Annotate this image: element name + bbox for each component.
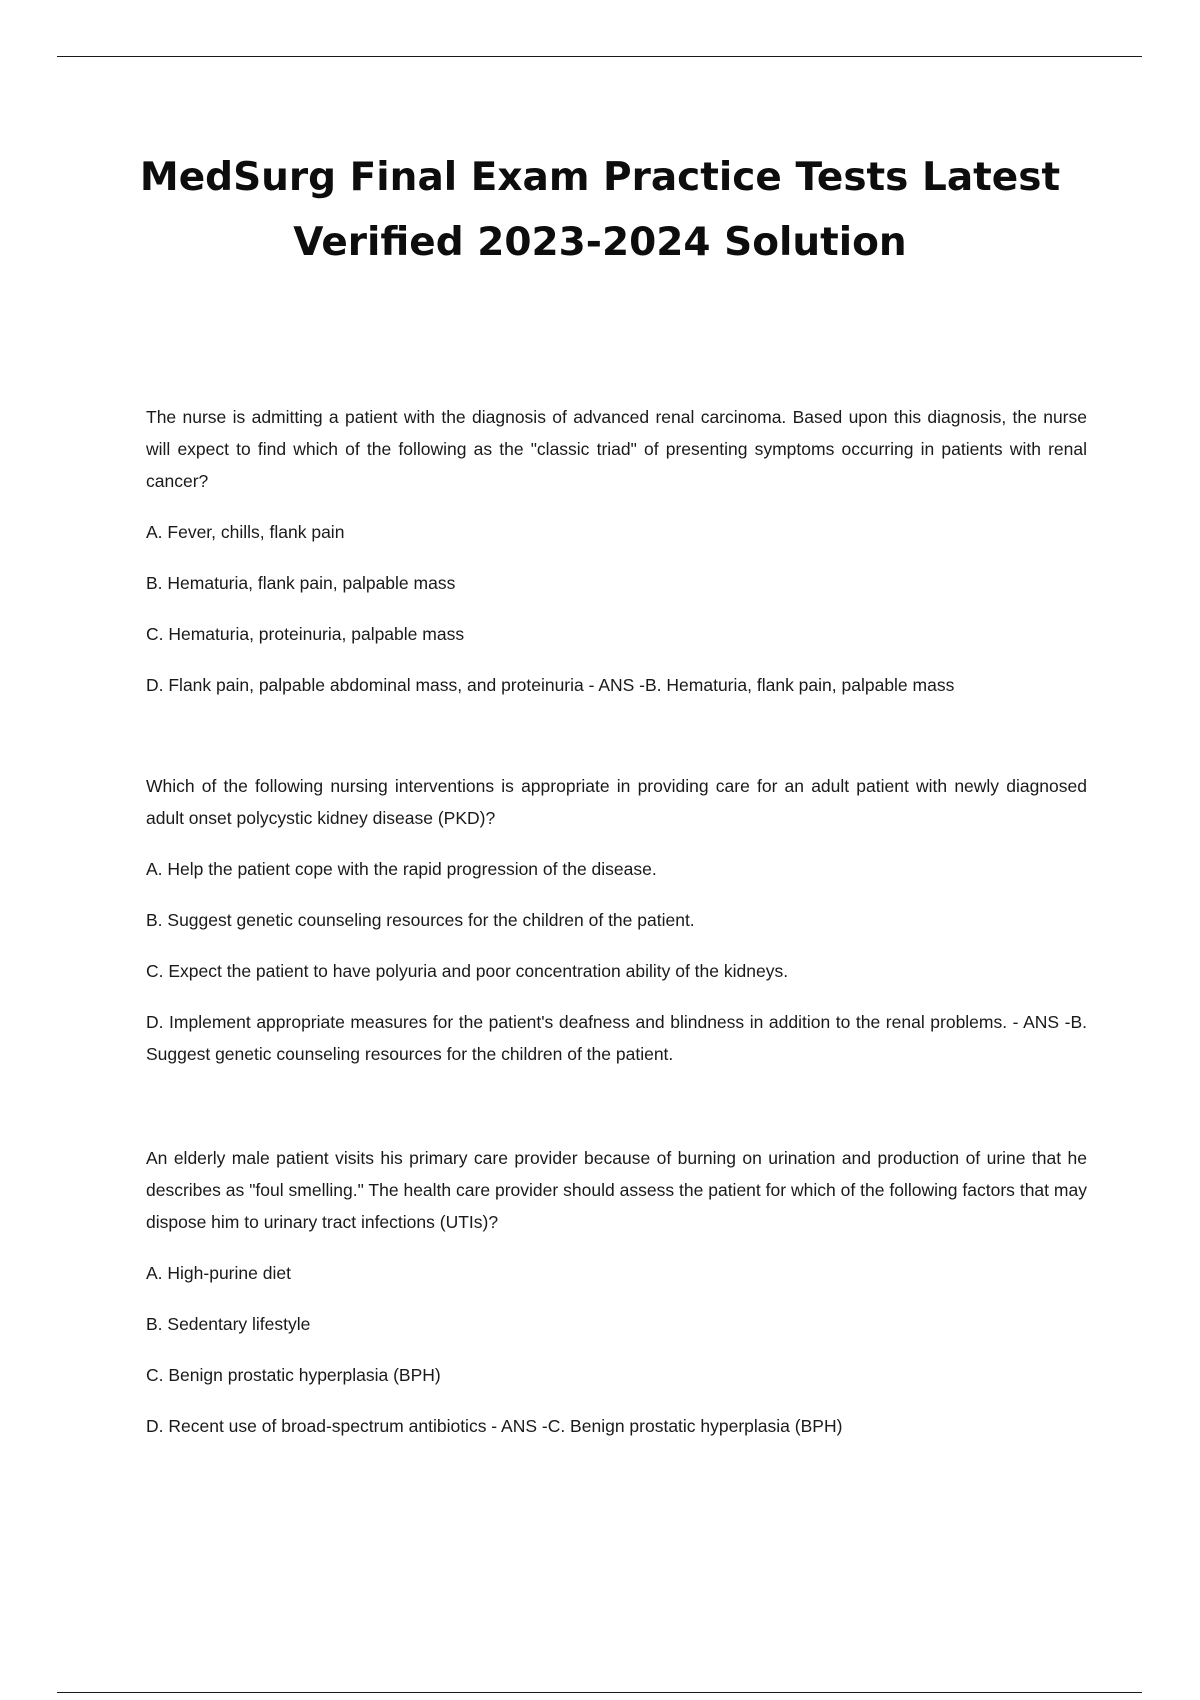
option-c: C. Hematuria, proteinuria, palpable mass — [146, 624, 465, 644]
top-rule — [57, 56, 1142, 57]
option-b: B. Suggest genetic counseling resources for the children of the patient. — [146, 910, 695, 930]
question-stem: The nurse is admitting a patient with the diagnosis of advanced renal carcinoma. Based upon this diagnosis, the nurse will expect to find which of the following as the "classic triad" of presenting symptoms occurring in patients with renal cancer? — [146, 407, 1087, 491]
option-d-with-answer: D. Recent use of broad-spectrum antibiotics - ANS -C. Benign prostatic hyperplasia (BPH) — [146, 1416, 843, 1436]
question-3 — [146, 1142, 1087, 1442]
option-d-with-answer: D. Implement appropriate measures for the patient's deafness and blindness in addition to the renal problems. - ANS -B. Suggest genetic counseling resources for the children of the patient. — [146, 1012, 1087, 1064]
question-2 — [146, 770, 1087, 1070]
option-a: A. High-purine diet — [146, 1263, 291, 1283]
option-b: B. Sedentary lifestyle — [146, 1314, 311, 1334]
option-b: B. Hematuria, flank pain, palpable mass — [146, 573, 456, 593]
bottom-rule — [57, 1692, 1142, 1693]
option-c: C. Benign prostatic hyperplasia (BPH) — [146, 1365, 441, 1385]
page-title — [60, 145, 1140, 275]
option-c: C. Expect the patient to have polyuria and poor concentration ability of the kidneys. — [146, 961, 789, 981]
title-line-1: MedSurg Final Exam Practice Tests Latest — [139, 155, 1061, 200]
question-1 — [146, 401, 1087, 701]
title-line-2: Verified 2023-2024 Solution — [293, 220, 907, 265]
option-a: A. Help the patient cope with the rapid progression of the disease. — [146, 859, 657, 879]
option-a: A. Fever, chills, flank pain — [146, 522, 345, 542]
question-stem: An elderly male patient visits his primary care provider because of burning on urination and production of urine that he describes as "foul smelling." The health care provider should assess the patient for which of the following factors that may dispose him to urinary tract infections (UTIs)? — [146, 1148, 1087, 1232]
question-stem: Which of the following nursing interventions is appropriate in providing care for an adult patient with newly diagnosed adult onset polycystic kidney disease (PKD)? — [146, 776, 1087, 828]
option-d-with-answer: D. Flank pain, palpable abdominal mass, and proteinuria - ANS -B. Hematuria, flank pain, palpable mass — [146, 675, 955, 695]
